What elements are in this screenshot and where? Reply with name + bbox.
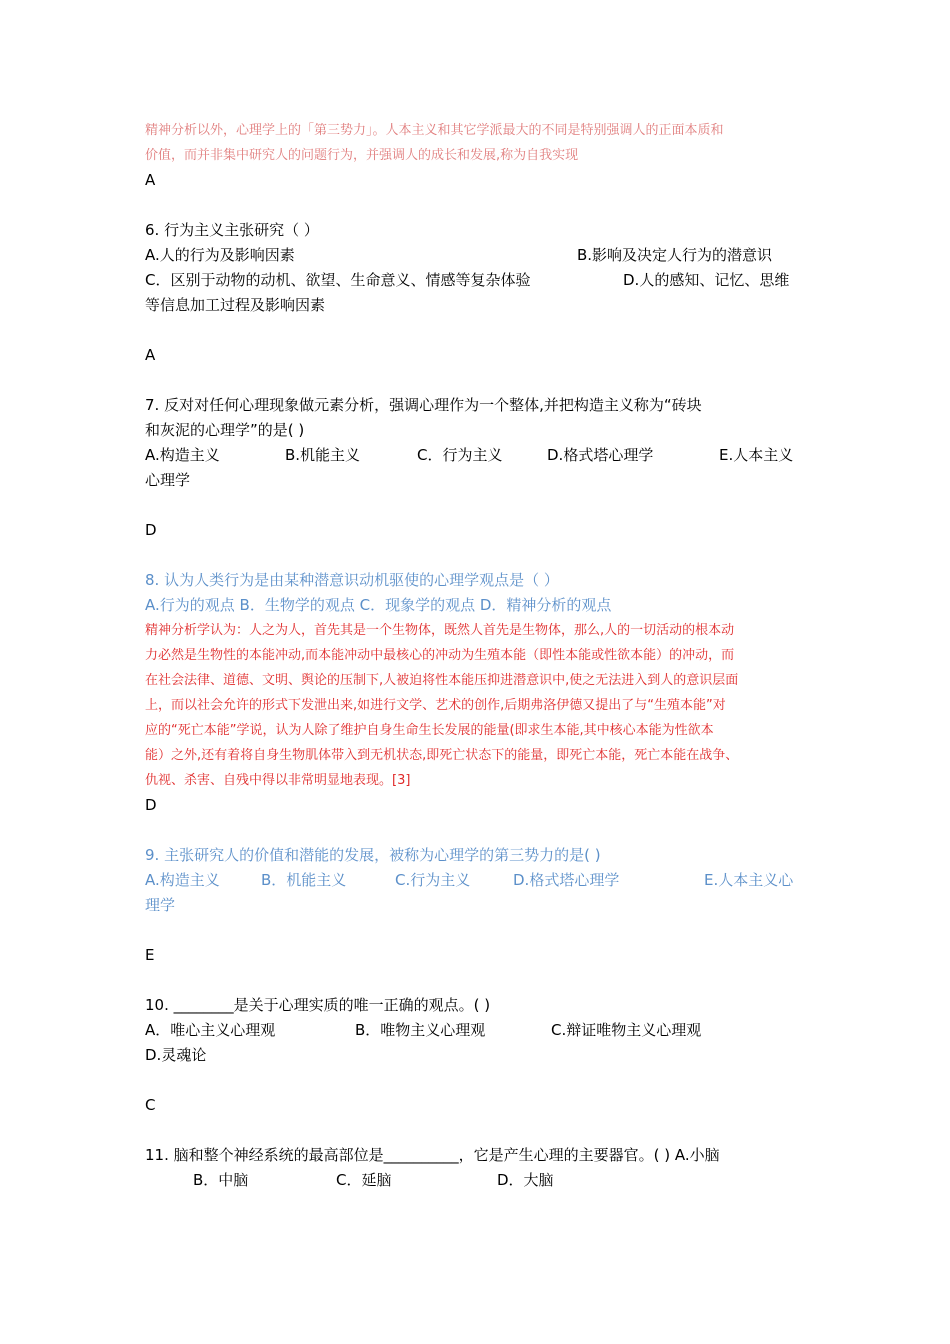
q10-option-c: C.辩证唯物主义心理观 (551, 1021, 702, 1039)
q7-option-e: E.人本主义 (719, 446, 794, 464)
q10-option-b: B．唯物主义心理观 (355, 1021, 486, 1039)
q6-option-a: A.人的行为及影响因素 (145, 246, 295, 264)
q7-option-d: D.格式塔心理学 (547, 446, 654, 464)
q9-options-row (145, 868, 810, 893)
q10-options-row (145, 1018, 810, 1043)
q11-options-row (145, 1168, 810, 1193)
q7-answer: D (145, 521, 157, 539)
q11-option-d: D．大脑 (497, 1171, 554, 1189)
intro-line-1: 精神分析以外，心理学上的「第三势力」。人本主义和其它学派最大的不同是特别强调人的正面本质和 (145, 123, 724, 138)
q8-answer: D (145, 796, 157, 814)
q10-answer: C (145, 1096, 156, 1114)
q9-answer: E (145, 946, 155, 964)
q8-note-line: 力必然是生物性的本能冲动,而本能冲动中最核心的冲动为生殖本能（即性本能或性欲本能）的冲动，而 (145, 648, 735, 663)
q9-option-b: B．机能主义 (261, 871, 347, 889)
q7-stem-1: 7. 反对对任何心理现象做元素分析，强调心理作为一个整体,并把构造主义称为“砖块 (145, 396, 702, 414)
q7-option-e-cont: 心理学 (145, 471, 191, 489)
q8-stem: 8. 认为人类行为是由某种潜意识动机驱使的心理学观点是（ ） (145, 571, 559, 589)
q7-options-row (145, 443, 810, 468)
q6-option-d: D.人的感知、记忆、思维 (623, 271, 790, 289)
q8-options: A.行为的观点 B．生物学的观点 C．现象学的观点 D．精神分析的观点 (145, 596, 612, 614)
q9-option-d: D.格式塔心理学 (513, 871, 620, 889)
q8-note-line: 应的“死亡本能”学说，认为人除了维护自身生命生长发展的能量(即求生本能,其中核心本能为性欲本 (145, 723, 714, 738)
q7-option-b: B.机能主义 (285, 446, 361, 464)
q7-option-a: A.构造主义 (145, 446, 220, 464)
q10-stem: 10. ________是关于心理实质的唯一正确的观点。( ) (145, 996, 491, 1014)
document-page (145, 118, 810, 1193)
q8-note-line: 精神分析学认为：人之为人，首先其是一个生物体，既然人首先是生物体，那么,人的一切活动的根本动 (145, 623, 735, 638)
q10-option-a: A．唯心主义心理观 (145, 1021, 276, 1039)
intro-answer: A (145, 171, 156, 189)
q10-option-d: D.灵魂论 (145, 1046, 207, 1064)
q8-note-line: 上，而以社会允许的形式下发泄出来,如进行文学、艺术的创作,后期弗洛伊德又提出了与“生殖本能”对 (145, 698, 726, 713)
q9-option-e-cont: 理学 (145, 896, 176, 914)
intro-line-2: 价值，而并非集中研究人的问题行为，并强调人的成长和发展,称为自我实现 (145, 148, 579, 163)
q8-note-line: 能）之外,还有着将自身生物肌体带入到无机状态,即死亡状态下的能量，即死亡本能，死亡本能在战争、 (145, 748, 739, 763)
q6-option-b: B.影响及决定人行为的潜意识 (577, 246, 773, 264)
q9-stem: 9. 主张研究人的价值和潜能的发展，被称为心理学的第三势力的是( ) (145, 846, 601, 864)
q6-stem: 6. 行为主义主张研究（ ） (145, 221, 319, 239)
q11-option-c: C．延脑 (336, 1171, 392, 1189)
q9-option-e: E.人本主义心 (704, 871, 794, 889)
q7-stem-2: 和灰泥的心理学”的是( ) (145, 421, 305, 439)
q6-option-c: C．区别于动物的动机、欲望、生命意义、情感等复杂体验 (145, 271, 531, 289)
q6-option-d-cont: 等信息加工过程及影响因素 (145, 296, 326, 314)
q7-option-c: C．行为主义 (417, 446, 503, 464)
q8-note-line: 在社会法律、道德、文明、舆论的压制下,人被迫将性本能压抑进潜意识中,使之无法进入到人的意识层面 (145, 673, 739, 688)
q6-answer: A (145, 346, 156, 364)
q11-option-b: B．中脑 (193, 1171, 249, 1189)
q11-stem: 11. 脑和整个神经系统的最高部位是__________，它是产生心理的主要器官。( ) A.小脑 (145, 1146, 720, 1164)
q6-options-row-2 (145, 268, 810, 293)
q9-option-a: A.构造主义 (145, 871, 220, 889)
q8-note-line: 仇视、杀害、自残中得以非常明显地表现。[3] (145, 773, 411, 788)
q9-option-c: C.行为主义 (395, 871, 471, 889)
q6-options-row-1 (145, 243, 810, 268)
